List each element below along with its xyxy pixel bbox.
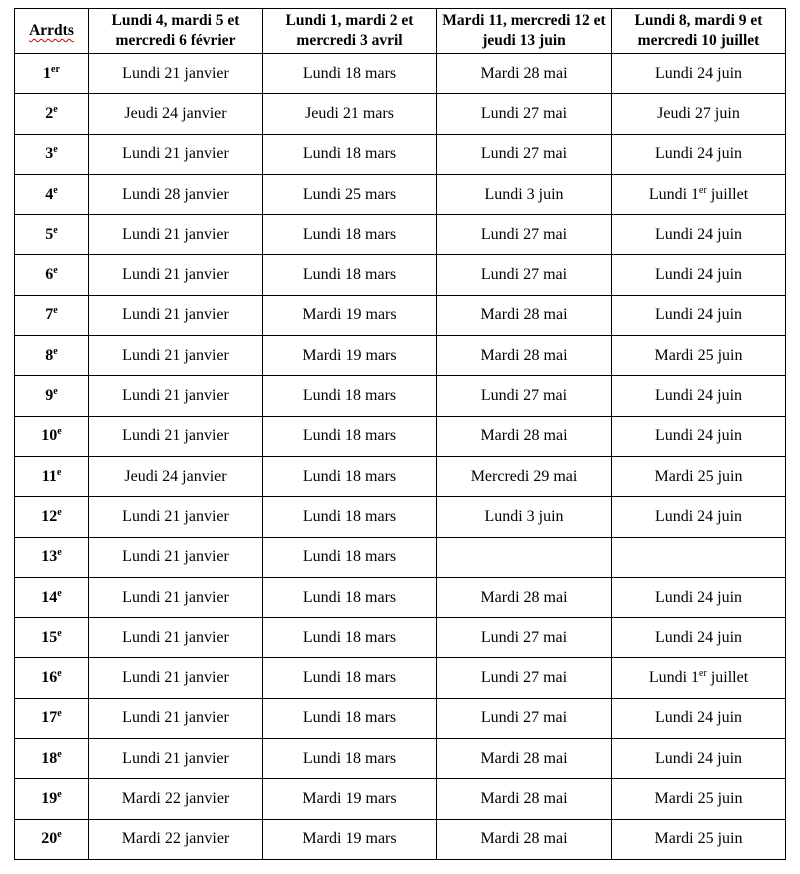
- date-cell: Mardi 19 mars: [263, 819, 437, 859]
- arrondissement-number: 18: [41, 749, 58, 767]
- arrondissement-cell: [15, 739, 89, 779]
- date-cell: Lundi 24 juin: [612, 618, 786, 658]
- date-cell: Mardi 19 mars: [263, 295, 437, 335]
- date-cell: Lundi 18 mars: [263, 698, 437, 738]
- date-cell: Lundi 21 janvier: [89, 376, 263, 416]
- date-cell: Lundi 24 juin: [612, 215, 786, 255]
- header-row: [15, 9, 786, 54]
- date-cell: Lundi 18 mars: [263, 456, 437, 496]
- table-row: [15, 416, 786, 456]
- date-cell: Mardi 25 juin: [612, 336, 786, 376]
- table-body: [15, 54, 786, 860]
- table-row: [15, 336, 786, 376]
- date-cell: Lundi 27 mai: [437, 255, 612, 295]
- arrondissement-cell: [15, 336, 89, 376]
- date-cell: Mercredi 29 mai: [437, 456, 612, 496]
- date-cell: Lundi 21 janvier: [89, 416, 263, 456]
- date-cell: Lundi 27 mai: [437, 215, 612, 255]
- arrondissement-suffix: e: [57, 627, 62, 639]
- table-row: [15, 618, 786, 658]
- date-cell: Lundi 21 janvier: [89, 336, 263, 376]
- date-cell: Mardi 25 juin: [612, 819, 786, 859]
- date-cell: Lundi 21 janvier: [89, 255, 263, 295]
- date-cell: Lundi 21 janvier: [89, 698, 263, 738]
- date-cell: Lundi 24 juin: [612, 295, 786, 335]
- table-row: [15, 779, 786, 819]
- table-row: [15, 698, 786, 738]
- ordinal-suffix: er: [699, 668, 707, 680]
- arrondissement-suffix: e: [53, 265, 58, 277]
- arrondissement-number: 8: [45, 346, 54, 364]
- arrondissement-suffix: e: [53, 305, 58, 317]
- table-row: [15, 497, 786, 537]
- arrondissement-cell: [15, 215, 89, 255]
- date-cell: [437, 537, 612, 577]
- date-cell: Mardi 22 janvier: [89, 819, 263, 859]
- date-cell: Mardi 28 mai: [437, 295, 612, 335]
- date-cell: Mardi 19 mars: [263, 336, 437, 376]
- arrondissement-suffix: e: [57, 668, 62, 680]
- date-cell: Lundi 27 mai: [437, 94, 612, 134]
- arrondissement-suffix: e: [57, 506, 62, 518]
- arrondissement-cell: [15, 698, 89, 738]
- arrondissement-suffix: e: [57, 748, 62, 760]
- date-cell: Mardi 28 mai: [437, 416, 612, 456]
- date-cell: Lundi 18 mars: [263, 416, 437, 456]
- date-cell: Lundi 18 mars: [263, 54, 437, 94]
- arrondissement-number: 9: [45, 387, 54, 405]
- arrondissement-number: 4: [45, 185, 54, 203]
- date-cell: Mardi 19 mars: [263, 779, 437, 819]
- date-cell: Lundi 21 janvier: [89, 658, 263, 698]
- date-cell: Lundi 21 janvier: [89, 618, 263, 658]
- arrondissement-number: 2: [45, 104, 54, 122]
- date-cell: Jeudi 24 janvier: [89, 456, 263, 496]
- date-cell: Lundi 27 mai: [437, 658, 612, 698]
- table-row: [15, 94, 786, 134]
- date-cell: Lundi 21 janvier: [89, 497, 263, 537]
- arrondissement-cell: [15, 577, 89, 617]
- arrondissement-suffix: er: [51, 63, 60, 75]
- arrondissement-number: 3: [45, 145, 54, 163]
- date-cell: Lundi 24 juin: [612, 497, 786, 537]
- arrondissement-suffix: e: [56, 466, 62, 478]
- table-row: [15, 255, 786, 295]
- date-cell: Lundi 24 juin: [612, 134, 786, 174]
- column-header: Lundi 1, mardi 2 et mercredi 3 avril: [263, 9, 437, 54]
- arrondissement-suffix: e: [53, 345, 58, 357]
- arrondissement-number: 12: [41, 507, 58, 525]
- arrondissement-number: 11: [41, 467, 57, 485]
- arrondissement-suffix: e: [53, 224, 58, 236]
- arrondissement-number: 10: [41, 427, 58, 445]
- table-row: [15, 739, 786, 779]
- date-cell: Lundi 21 janvier: [89, 134, 263, 174]
- table-row: [15, 577, 786, 617]
- date-cell: Lundi 24 juin: [612, 376, 786, 416]
- date-cell: Lundi 24 juin: [612, 577, 786, 617]
- date-cell: Lundi 18 mars: [263, 658, 437, 698]
- table-row: [15, 215, 786, 255]
- arrondissement-number: 7: [45, 306, 54, 324]
- date-cell: Mardi 28 mai: [437, 739, 612, 779]
- table-row: [15, 295, 786, 335]
- arrondissement-suffix: e: [53, 184, 58, 196]
- arrondissement-number: 20: [41, 830, 58, 848]
- date-cell: Lundi 21 janvier: [89, 54, 263, 94]
- date-cell: Lundi 24 juin: [612, 54, 786, 94]
- arrondissement-suffix: e: [53, 386, 58, 398]
- table-row: [15, 376, 786, 416]
- arrondissement-cell: [15, 618, 89, 658]
- arrondissement-cell: [15, 255, 89, 295]
- date-cell: Lundi 21 janvier: [89, 215, 263, 255]
- table-row: [15, 174, 786, 214]
- date-cell: Mardi 28 mai: [437, 819, 612, 859]
- arrondissement-suffix: e: [53, 144, 58, 156]
- date-cell: Lundi 25 mars: [263, 174, 437, 214]
- date-cell: Jeudi 27 juin: [612, 94, 786, 134]
- arrondissement-cell: [15, 54, 89, 94]
- date-cell: Mardi 25 juin: [612, 456, 786, 496]
- table-row: [15, 658, 786, 698]
- date-cell: Mardi 28 mai: [437, 577, 612, 617]
- date-cell: Mardi 25 juin: [612, 779, 786, 819]
- arrondissement-suffix: e: [57, 708, 62, 720]
- date-cell: Lundi 1er juillet: [612, 174, 786, 214]
- arrondissement-cell: [15, 416, 89, 456]
- arrondissement-cell: [15, 456, 89, 496]
- table-row: [15, 537, 786, 577]
- column-header: Mardi 11, mercredi 12 et jeudi 13 juin: [437, 9, 612, 54]
- arrondissement-number: 5: [45, 225, 54, 243]
- date-cell: Lundi 18 mars: [263, 537, 437, 577]
- date-cell: Lundi 18 mars: [263, 376, 437, 416]
- date-cell: Mardi 28 mai: [437, 336, 612, 376]
- date-cell: Jeudi 21 mars: [263, 94, 437, 134]
- arrondissement-number: 6: [45, 266, 54, 284]
- arrondissement-cell: [15, 779, 89, 819]
- arrondissement-number: 13: [41, 548, 58, 566]
- date-cell: Lundi 18 mars: [263, 255, 437, 295]
- column-header: Lundi 8, mardi 9 et mercredi 10 juillet: [612, 9, 786, 54]
- date-cell: Lundi 3 juin: [437, 174, 612, 214]
- arrondissement-number: 19: [41, 789, 58, 807]
- schedule-table: [14, 8, 786, 860]
- date-cell: Lundi 27 mai: [437, 698, 612, 738]
- arrondissement-number: 16: [41, 669, 58, 687]
- date-cell: Lundi 24 juin: [612, 739, 786, 779]
- date-cell: Lundi 21 janvier: [89, 537, 263, 577]
- arrondissement-cell: [15, 376, 89, 416]
- date-cell: Lundi 27 mai: [437, 134, 612, 174]
- arrondissement-header-label: Arrdts: [29, 22, 74, 39]
- arrondissement-suffix: e: [57, 547, 62, 559]
- table-row: [15, 819, 786, 859]
- date-cell: Lundi 24 juin: [612, 698, 786, 738]
- arrondissement-number: 17: [41, 709, 58, 727]
- date-cell: Mardi 28 mai: [437, 54, 612, 94]
- arrondissement-number: 15: [41, 628, 58, 646]
- date-cell: Lundi 18 mars: [263, 739, 437, 779]
- date-cell: Lundi 18 mars: [263, 577, 437, 617]
- arrondissement-cell: [15, 94, 89, 134]
- column-header: Lundi 4, mardi 5 et mercredi 6 février: [89, 9, 263, 54]
- table-row: [15, 134, 786, 174]
- table-row: [15, 456, 786, 496]
- arrondissement-cell: [15, 134, 89, 174]
- date-cell: Lundi 21 janvier: [89, 739, 263, 779]
- arrondissement-number: 1: [43, 64, 52, 82]
- date-cell: Lundi 24 juin: [612, 416, 786, 456]
- date-cell: Jeudi 24 janvier: [89, 94, 263, 134]
- table-row: [15, 54, 786, 94]
- arrondissement-suffix: e: [57, 587, 62, 599]
- date-cell: Lundi 21 janvier: [89, 295, 263, 335]
- arrondissement-suffix: e: [53, 103, 58, 115]
- date-cell: Lundi 18 mars: [263, 618, 437, 658]
- arrondissement-suffix: e: [57, 788, 62, 800]
- arrondissement-cell: [15, 174, 89, 214]
- arrondissement-cell: [15, 497, 89, 537]
- arrondissement-cell: [15, 658, 89, 698]
- date-cell: Mardi 28 mai: [437, 779, 612, 819]
- arrondissement-cell: [15, 295, 89, 335]
- arrondissement-cell: [15, 819, 89, 859]
- date-cell: Lundi 21 janvier: [89, 577, 263, 617]
- arrondissement-suffix: e: [57, 426, 62, 438]
- date-cell: Lundi 18 mars: [263, 215, 437, 255]
- date-cell: Lundi 24 juin: [612, 255, 786, 295]
- date-cell: Lundi 28 janvier: [89, 174, 263, 214]
- date-cell: Lundi 3 juin: [437, 497, 612, 537]
- arrondissement-column-header: [15, 9, 89, 54]
- date-cell: Lundi 27 mai: [437, 376, 612, 416]
- arrondissement-number: 14: [41, 588, 58, 606]
- date-cell: Lundi 1er juillet: [612, 658, 786, 698]
- arrondissement-suffix: e: [57, 829, 62, 841]
- date-cell: Mardi 22 janvier: [89, 779, 263, 819]
- date-cell: Lundi 27 mai: [437, 618, 612, 658]
- arrondissement-cell: [15, 537, 89, 577]
- date-cell: [612, 537, 786, 577]
- date-cell: Lundi 18 mars: [263, 134, 437, 174]
- date-cell: Lundi 18 mars: [263, 497, 437, 537]
- ordinal-suffix: er: [699, 184, 707, 196]
